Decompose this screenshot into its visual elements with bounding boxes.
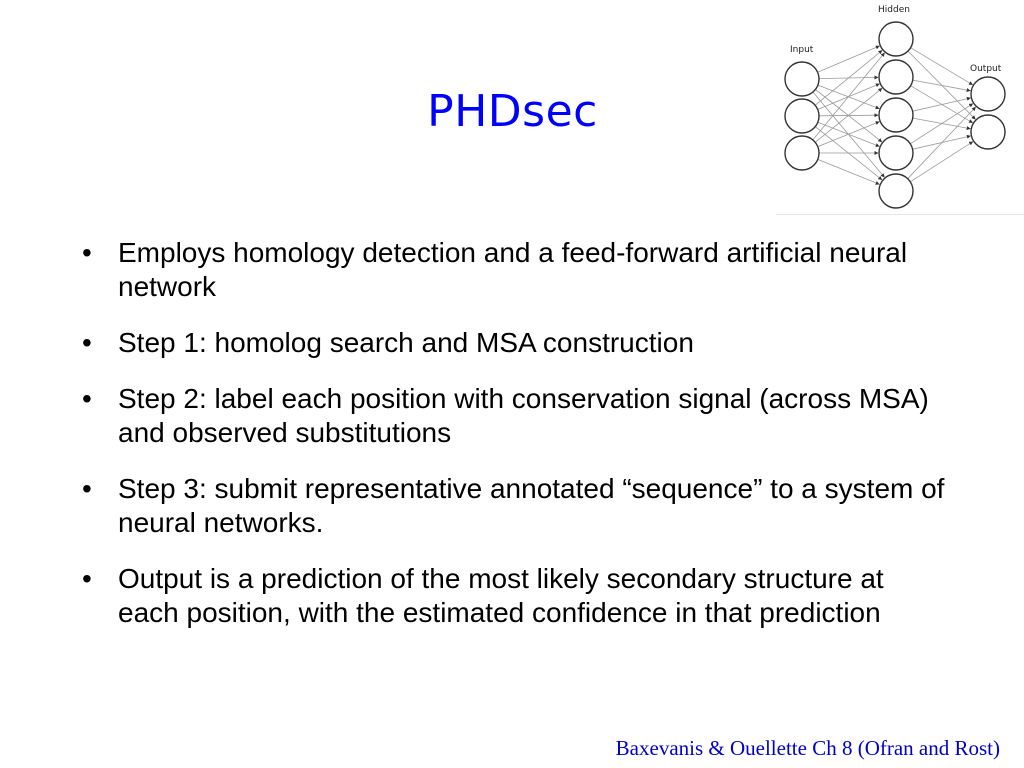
slide-title: PHDsec — [427, 86, 598, 137]
bullet-text: Output is a prediction of the most likely secondary structure at each position, with the estimated confidence in that prediction — [118, 563, 884, 628]
connection-edge — [911, 48, 973, 85]
bullet-item — [70, 326, 950, 360]
bullet-text: Employs homology detection and a feed-forward artificial neural network — [118, 237, 908, 302]
output-node — [971, 115, 1005, 149]
input-node — [785, 62, 819, 96]
input-layer-label: Input — [790, 45, 814, 55]
hidden-node — [879, 136, 913, 170]
bullet-marker: • — [82, 327, 92, 358]
bullet-item — [70, 382, 950, 450]
hidden-node — [879, 60, 913, 94]
bullet-marker: • — [82, 383, 92, 414]
bullet-text: Step 2: label each position with conservation signal (across MSA) and observed substitutions — [118, 383, 929, 448]
bullet-marker: • — [82, 473, 92, 504]
bullet-item — [70, 472, 950, 540]
connection-edge — [818, 159, 880, 184]
bullet-item — [70, 562, 950, 630]
hidden-node — [879, 98, 913, 132]
input-node — [785, 99, 819, 133]
hidden-node — [879, 22, 913, 56]
neural-network-svg — [776, 0, 1024, 214]
neural-network-diagram — [776, 0, 1024, 215]
bullet-marker: • — [82, 563, 92, 594]
bullet-marker: • — [82, 237, 92, 268]
connection-edge — [908, 107, 976, 179]
bullet-text: Step 3: submit representative annotated “sequence” to a system of neural networks. — [118, 473, 945, 538]
hidden-layer-label: Hidden — [878, 5, 910, 15]
output-node — [971, 77, 1005, 111]
output-layer-label: Output — [970, 64, 1002, 74]
input-node — [785, 136, 819, 170]
bullet-item — [70, 236, 950, 304]
bullet-text: Step 1: homolog search and MSA construction — [118, 327, 694, 358]
connection-edge — [818, 46, 880, 72]
connection-edge — [913, 80, 971, 91]
citation: Baxevanis & Ouellette Ch 8 (Ofran and Rost) — [615, 736, 1000, 760]
hidden-node — [879, 174, 913, 208]
bullet-list — [70, 236, 950, 652]
connection-edge — [913, 98, 971, 111]
